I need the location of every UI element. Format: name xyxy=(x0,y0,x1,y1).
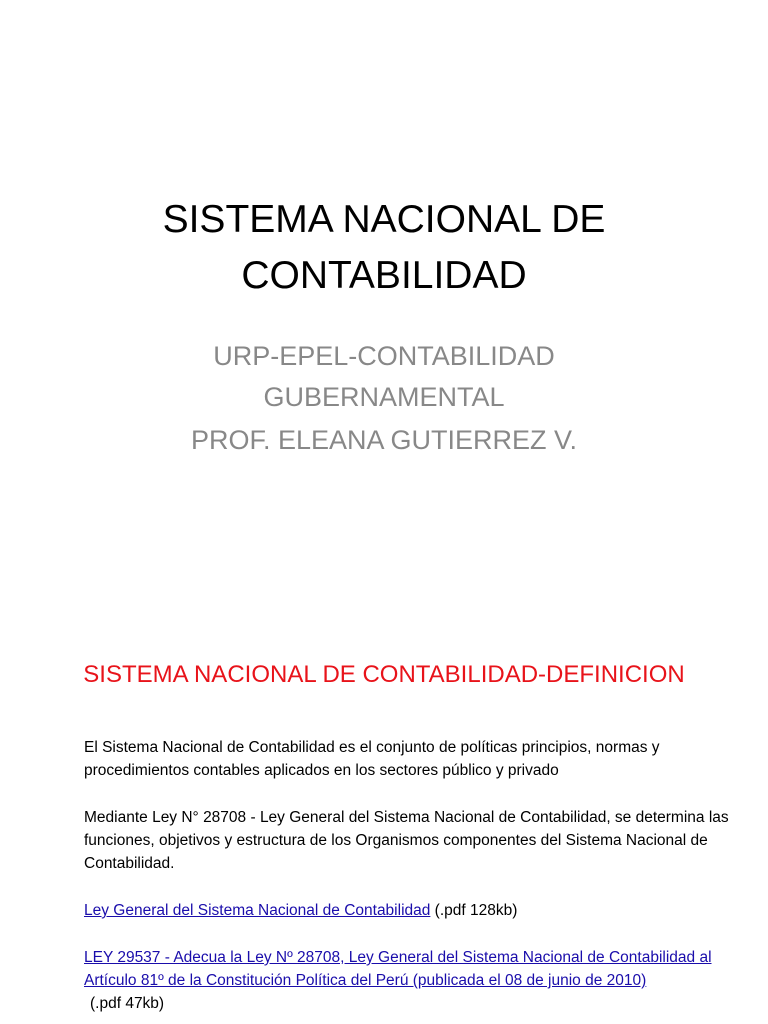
slide-definition xyxy=(0,576,768,1024)
ley-general-link[interactable]: Ley General del Sistema Nacional de Contabilidad xyxy=(84,902,431,919)
definition-paragraph: El Sistema Nacional de Contabilidad es el conjunto de políticas principios, normas y procedimientos contables aplicados en los sectores público y privado xyxy=(84,739,660,779)
link-2-file-info: (.pdf 47kb) xyxy=(90,995,165,1012)
link-1-file-info: (.pdf 128kb) xyxy=(430,902,518,919)
slide-heading: SISTEMA NACIONAL DE CONTABILIDAD-DEFINICION xyxy=(83,661,685,688)
subtitle-line-2: GUBERNAMENTAL xyxy=(263,382,505,412)
link-2-line xyxy=(84,946,734,1015)
link-1-line xyxy=(84,899,734,922)
law-paragraph: Mediante Ley N° 28708 - Ley General del Sistema Nacional de Contabilidad, se determina las funciones, objetivos y estructura de los Organismos componentes del Sistema Nacional de Contabilidad. xyxy=(84,809,729,872)
ley-29537-link[interactable]: LEY 29537 - Adecua la Ley Nº 28708, Ley General del Sistema Nacional de Contabilidad al Artículo 81º de la Constitución Política del Perú (publicada el 08 de junio de 2010) xyxy=(84,949,712,989)
slide-body xyxy=(84,736,734,1015)
presentation-subtitle xyxy=(60,336,708,461)
presentation-title: SISTEMA NACIONAL DE CONTABILIDAD xyxy=(162,198,606,297)
subtitle-line-1: URP-EPEL-CONTABILIDAD xyxy=(213,341,555,371)
subtitle-author: PROF. ELEANA GUTIERREZ V. xyxy=(190,425,578,455)
